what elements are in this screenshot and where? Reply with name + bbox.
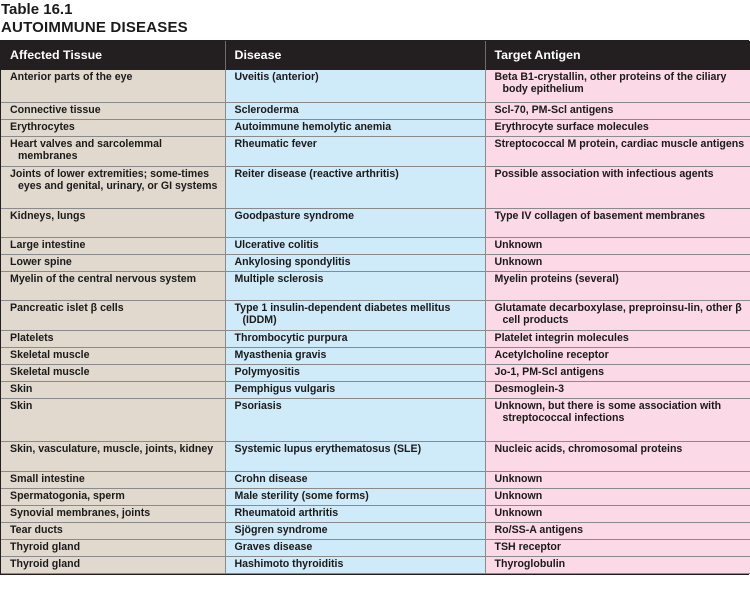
table-row	[1, 398, 750, 441]
cell-disease	[225, 471, 485, 488]
cell-affected-tissue	[1, 254, 225, 271]
table-row	[1, 237, 750, 254]
cell-target-antigen-text: Streptococcal M protein, cardiac muscle antigens	[494, 137, 745, 150]
cell-disease-text: Type 1 insulin-dependent diabetes mellitus (IDDM)	[234, 301, 451, 326]
cell-disease-text: Polymyositis	[234, 365, 300, 378]
cell-affected-tissue-text: Large intestine	[10, 238, 86, 251]
cell-affected-tissue-text: Tear ducts	[10, 523, 63, 536]
cell-affected-tissue-text: Anterior parts of the eye	[10, 71, 133, 83]
cell-disease-text: Uveitis (anterior)	[234, 71, 319, 83]
cell-affected-tissue	[1, 70, 225, 102]
cell-disease-text: Sjögren syndrome	[234, 523, 328, 536]
table-row	[1, 539, 750, 556]
cell-affected-tissue	[1, 441, 225, 471]
cell-disease-text: Ankylosing spondylitis	[234, 255, 351, 268]
cell-target-antigen-text: TSH receptor	[494, 540, 562, 553]
cell-disease	[225, 166, 485, 208]
cell-affected-tissue-text: Joints of lower extremities; some-times eyes and genital, urinary, or GI systems	[10, 167, 218, 192]
cell-target-antigen-text: Unknown, but there is some association with streptococcal infections	[494, 399, 722, 424]
table-row	[1, 300, 750, 330]
cell-target-antigen	[485, 381, 750, 398]
cell-disease-text: Reiter disease (reactive arthritis)	[234, 167, 399, 180]
cell-affected-tissue	[1, 300, 225, 330]
cell-affected-tissue-text: Kidneys, lungs	[10, 209, 86, 222]
cell-affected-tissue	[1, 556, 225, 573]
table-row	[1, 441, 750, 471]
cell-disease	[225, 539, 485, 556]
cell-disease-text: Male sterility (some forms)	[234, 489, 369, 502]
table-body	[1, 70, 750, 573]
table-row	[1, 208, 750, 237]
cell-disease	[225, 441, 485, 471]
table-row	[1, 364, 750, 381]
cell-disease	[225, 300, 485, 330]
table-row	[1, 102, 750, 119]
table-row	[1, 254, 750, 271]
cell-disease-text: Rheumatoid arthritis	[234, 506, 339, 519]
cell-target-antigen	[485, 488, 750, 505]
cell-affected-tissue	[1, 522, 225, 539]
cell-affected-tissue	[1, 505, 225, 522]
cell-affected-tissue	[1, 398, 225, 441]
cell-affected-tissue-text: Thyroid gland	[10, 557, 81, 570]
cell-affected-tissue	[1, 330, 225, 347]
table-row	[1, 505, 750, 522]
cell-target-antigen	[485, 102, 750, 119]
table-row	[1, 471, 750, 488]
cell-affected-tissue	[1, 347, 225, 364]
cell-disease-text: Goodpasture syndrome	[234, 209, 354, 222]
table-header	[1, 41, 750, 70]
autoimmune-diseases-table	[1, 41, 750, 574]
cell-affected-tissue	[1, 488, 225, 505]
cell-target-antigen-text: Ro/SS-A antigens	[494, 523, 583, 536]
cell-target-antigen	[485, 136, 750, 166]
cell-disease-text: Graves disease	[234, 540, 313, 553]
cell-disease	[225, 364, 485, 381]
cell-affected-tissue-text: Pancreatic islet β cells	[10, 301, 124, 314]
cell-target-antigen	[485, 398, 750, 441]
cell-disease	[225, 136, 485, 166]
cell-affected-tissue	[1, 271, 225, 300]
table-row	[1, 330, 750, 347]
cell-disease	[225, 237, 485, 254]
header-target-antigen: Target Antigen	[485, 41, 750, 70]
header-disease: Disease	[225, 41, 485, 70]
cell-target-antigen-text: Beta B1-crystallin, other proteins of the ciliary body epithelium	[494, 71, 727, 96]
cell-disease-text: Psoriasis	[234, 399, 282, 412]
cell-target-antigen	[485, 300, 750, 330]
cell-disease	[225, 102, 485, 119]
table-frame	[0, 40, 749, 575]
table-row	[1, 488, 750, 505]
table-row	[1, 381, 750, 398]
cell-target-antigen	[485, 330, 750, 347]
cell-target-antigen-text: Jo-1, PM-Scl antigens	[494, 365, 604, 378]
cell-target-antigen-text: Glutamate decarboxylase, preproinsu-lin, other β cell products	[494, 301, 742, 326]
cell-target-antigen-text: Acetylcholine receptor	[494, 348, 609, 361]
cell-affected-tissue	[1, 539, 225, 556]
table-row	[1, 70, 750, 102]
cell-disease-text: Thrombocytic purpura	[234, 331, 348, 344]
cell-disease	[225, 254, 485, 271]
cell-disease	[225, 330, 485, 347]
cell-affected-tissue	[1, 364, 225, 381]
cell-target-antigen	[485, 271, 750, 300]
cell-disease	[225, 119, 485, 136]
cell-target-antigen	[485, 166, 750, 208]
cell-disease-text: Myasthenia gravis	[234, 348, 327, 361]
cell-target-antigen-text: Possible association with infectious agents	[494, 167, 714, 180]
cell-disease-text: Rheumatic fever	[234, 137, 317, 150]
cell-affected-tissue	[1, 381, 225, 398]
cell-affected-tissue-text: Lower spine	[10, 255, 72, 268]
cell-target-antigen	[485, 539, 750, 556]
cell-target-antigen-text: Nucleic acids, chromosomal proteins	[494, 442, 683, 455]
cell-target-antigen	[485, 556, 750, 573]
cell-target-antigen-text: Thyroglobulin	[494, 557, 566, 570]
cell-disease	[225, 70, 485, 102]
cell-target-antigen	[485, 364, 750, 381]
cell-disease-text: Crohn disease	[234, 472, 308, 485]
cell-target-antigen	[485, 471, 750, 488]
cell-target-antigen-text: Platelet integrin molecules	[494, 331, 629, 344]
cell-target-antigen-text: Unknown	[494, 506, 543, 519]
cell-affected-tissue-text: Platelets	[10, 331, 54, 344]
cell-affected-tissue	[1, 136, 225, 166]
cell-target-antigen	[485, 70, 750, 102]
cell-disease-text: Pemphigus vulgaris	[234, 382, 336, 395]
cell-target-antigen-text: Erythrocyte surface molecules	[494, 120, 649, 133]
cell-target-antigen	[485, 441, 750, 471]
table-title: AUTOIMMUNE DISEASES	[1, 19, 188, 36]
cell-target-antigen	[485, 505, 750, 522]
cell-affected-tissue-text: Skin, vasculature, muscle, joints, kidney	[10, 442, 214, 455]
table-row	[1, 271, 750, 300]
cell-target-antigen	[485, 254, 750, 271]
cell-disease	[225, 505, 485, 522]
table-row	[1, 136, 750, 166]
cell-disease	[225, 556, 485, 573]
cell-affected-tissue	[1, 208, 225, 237]
cell-disease-text: Multiple sclerosis	[234, 272, 324, 285]
cell-target-antigen-text: Type IV collagen of basement membranes	[494, 209, 706, 222]
cell-target-antigen-text: Myelin proteins (several)	[494, 272, 619, 285]
cell-disease	[225, 398, 485, 441]
cell-target-antigen	[485, 347, 750, 364]
cell-disease	[225, 488, 485, 505]
cell-disease-text: Ulcerative colitis	[234, 238, 319, 251]
cell-target-antigen-text: Unknown	[494, 255, 543, 268]
cell-disease	[225, 381, 485, 398]
cell-disease-text: Hashimoto thyroiditis	[234, 557, 344, 570]
cell-disease	[225, 208, 485, 237]
cell-disease	[225, 347, 485, 364]
table-row	[1, 166, 750, 208]
cell-affected-tissue-text: Skin	[10, 382, 33, 395]
cell-affected-tissue-text: Small intestine	[10, 472, 85, 485]
cell-affected-tissue-text: Erythrocytes	[10, 120, 75, 133]
cell-target-antigen	[485, 208, 750, 237]
table-row	[1, 556, 750, 573]
cell-target-antigen-text: Unknown	[494, 489, 543, 502]
cell-disease	[225, 271, 485, 300]
cell-disease	[225, 522, 485, 539]
cell-target-antigen-text: Unknown	[494, 472, 543, 485]
cell-disease-text: Scleroderma	[234, 103, 299, 116]
cell-target-antigen	[485, 119, 750, 136]
cell-affected-tissue-text: Connective tissue	[10, 103, 101, 116]
table-caption	[0, 0, 750, 40]
cell-target-antigen-text: Desmoglein-3	[494, 382, 564, 395]
cell-affected-tissue	[1, 471, 225, 488]
cell-target-antigen	[485, 522, 750, 539]
cell-affected-tissue	[1, 166, 225, 208]
cell-affected-tissue-text: Myelin of the central nervous system	[10, 272, 197, 285]
cell-target-antigen	[485, 237, 750, 254]
cell-affected-tissue-text: Thyroid gland	[10, 540, 81, 553]
cell-target-antigen-text: Scl-70, PM-Scl antigens	[494, 103, 614, 116]
cell-affected-tissue	[1, 102, 225, 119]
cell-affected-tissue-text: Skin	[10, 399, 33, 412]
cell-affected-tissue-text: Heart valves and sarcolemmal membranes	[10, 137, 162, 162]
cell-disease-text: Systemic lupus erythematosus (SLE)	[234, 442, 422, 455]
cell-affected-tissue-text: Synovial membranes, joints	[10, 506, 151, 519]
table-number: Table 16.1	[1, 1, 73, 18]
cell-affected-tissue	[1, 237, 225, 254]
cell-affected-tissue-text: Skeletal muscle	[10, 348, 90, 361]
table-row	[1, 347, 750, 364]
table-row	[1, 119, 750, 136]
cell-target-antigen-text: Unknown	[494, 238, 543, 251]
cell-affected-tissue-text: Skeletal muscle	[10, 365, 90, 378]
header-affected-tissue: Affected Tissue	[1, 41, 225, 70]
cell-affected-tissue	[1, 119, 225, 136]
table-row	[1, 522, 750, 539]
cell-disease-text: Autoimmune hemolytic anemia	[234, 120, 392, 133]
cell-affected-tissue-text: Spermatogonia, sperm	[10, 489, 125, 502]
